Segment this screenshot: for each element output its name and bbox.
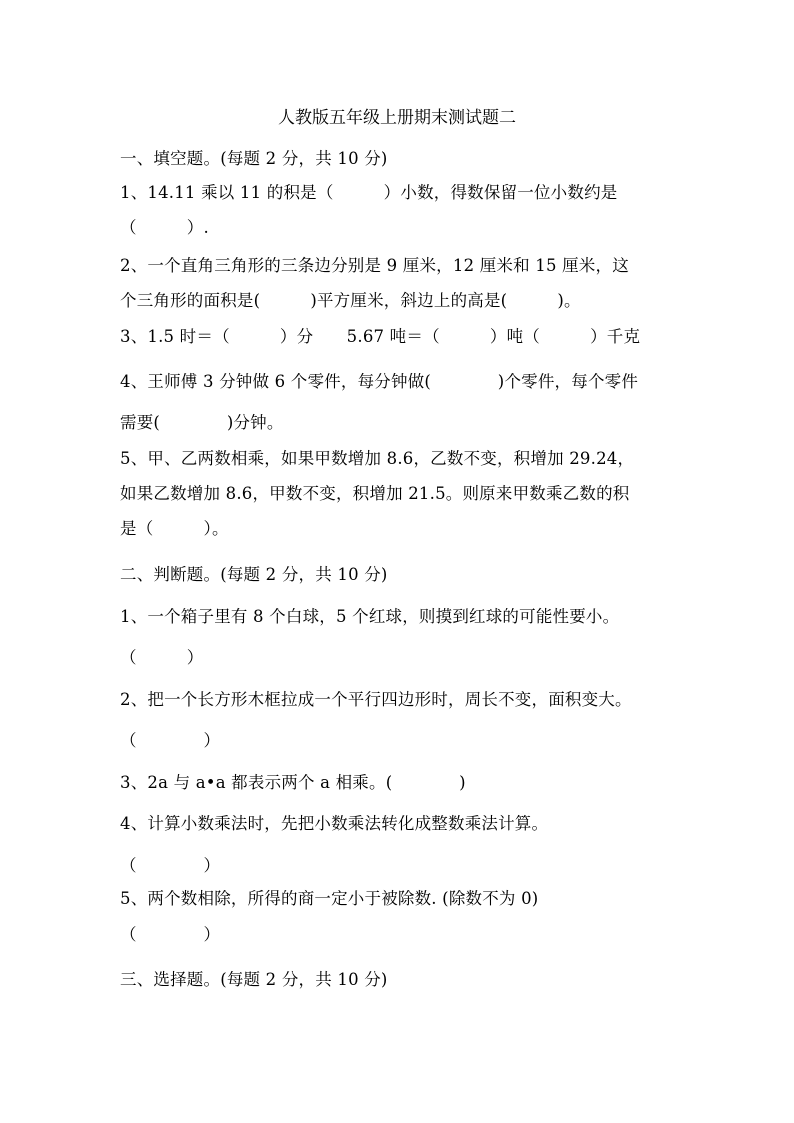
q1-4-line-2: 需要( )分钟。: [120, 413, 284, 432]
q2-5-line-1: 5、两个数相除，所得的商一定小于被除数. (除数不为 0): [120, 889, 539, 908]
q1-1-line-2: （ ）.: [120, 218, 209, 237]
document-title: 人教版五年级上册期末测试题二: [278, 108, 516, 128]
q1-4-line-1: 4、王师傅 3 分钟做 6 个零件，每分钟做( )个零件，每个零件: [120, 372, 639, 391]
q1-3-line-1: 3、1.5 时＝（ ）分 5.67 吨＝（ ）吨（ ）千克: [120, 327, 641, 346]
q2-4-line-1: 4、计算小数乘法时，先把小数乘法转化成整数乘法计算。: [120, 814, 549, 833]
q2-4-answer: （ ）: [120, 856, 221, 875]
q1-2-line-1: 2、一个直角三角形的三条边分别是 9 厘米，12 厘米和 15 厘米，这: [120, 256, 629, 275]
q2-3-line-1: 3、2a 与 a•a 都表示两个 a 相乘。( ): [120, 773, 466, 792]
section-2-heading: 二、判断题。(每题 2 分，共 10 分): [120, 565, 388, 584]
q2-2-line-1: 2、把一个长方形木框拉成一个平行四边形时，周长不变，面积变大。: [120, 690, 632, 709]
q2-1-answer: （ ）: [120, 648, 204, 667]
q1-5-line-3: 是（ ）。: [120, 519, 229, 538]
q2-2-answer: （ ）: [120, 731, 221, 750]
q1-5-line-2: 如果乙数增加 8.6，甲数不变，积增加 21.5。则原来甲数乘乙数的积: [120, 484, 630, 503]
q1-1-line-1: 1、14.11 乘以 11 的积是（ ）小数，得数保留一位小数约是: [120, 183, 618, 202]
q1-5-line-1: 5、甲、乙两数相乘，如果甲数增加 8.6，乙数不变，积增加 29.24，: [120, 449, 635, 468]
section-1-heading: 一、填空题。(每题 2 分，共 10 分): [120, 149, 388, 168]
section-3-heading: 三、选择题。(每题 2 分，共 10 分): [120, 970, 388, 989]
q1-2-line-2: 个三角形的面积是( )平方厘米，斜边上的高是( )。: [120, 291, 581, 310]
q2-5-answer: （ ）: [120, 925, 221, 944]
q2-1-line-1: 1、一个箱子里有 8 个白球，5 个红球，则摸到红球的可能性要小。: [120, 607, 620, 626]
